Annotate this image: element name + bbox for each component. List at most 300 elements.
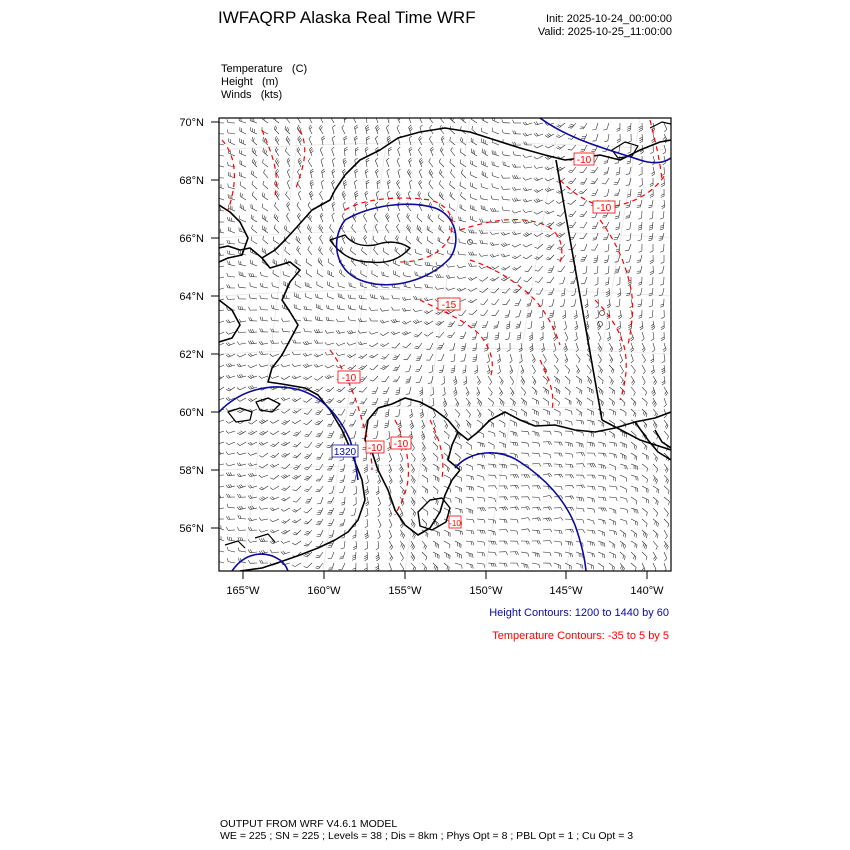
wind-barb-flag xyxy=(215,472,217,475)
wind-barb-flag xyxy=(350,306,351,310)
wind-barb-flag xyxy=(506,326,509,327)
wind-barb-flag xyxy=(628,326,631,328)
wind-barb-flag xyxy=(615,216,619,217)
wind-barb-flag xyxy=(330,235,332,238)
wind-barb-flag xyxy=(480,240,481,243)
wind-barb-flag xyxy=(320,235,322,238)
wind-barb-flag xyxy=(248,376,251,379)
wind-barb xyxy=(466,442,472,446)
wind-barb-flag xyxy=(449,226,450,230)
wind-barb-flag xyxy=(424,298,426,301)
wind-barb-flag xyxy=(592,486,593,489)
wind-barb-flag xyxy=(262,329,263,332)
wind-barb-flag xyxy=(644,424,645,427)
wind-barb-flag xyxy=(516,326,520,327)
wind-barb-flag xyxy=(414,459,416,462)
wind-barb-flag xyxy=(503,267,506,269)
wind-barb-flag xyxy=(603,520,604,524)
wind-barb-flag xyxy=(413,547,415,550)
wind-barb-flag xyxy=(317,270,318,274)
wind-barb-flag xyxy=(424,567,425,570)
wind-barb xyxy=(228,133,235,134)
wind-barb-flag xyxy=(287,202,289,205)
wind-barb-flag xyxy=(548,247,552,248)
wind-barb-flag xyxy=(644,360,646,363)
wind-barb xyxy=(366,160,367,167)
wind-barb xyxy=(320,475,324,481)
wind-barb-flag xyxy=(273,237,274,241)
wind-barb xyxy=(228,254,235,255)
wind-barb-flag xyxy=(513,151,514,155)
wind-barb xyxy=(228,243,235,244)
wind-barb xyxy=(510,442,517,443)
wind-barb xyxy=(571,145,576,150)
wind-barb-flag xyxy=(506,497,508,500)
wind-barb-flag xyxy=(603,476,604,479)
wind-barb-flag xyxy=(630,348,633,351)
wind-barb-flag xyxy=(311,171,314,173)
wind-barb-flag xyxy=(624,557,625,560)
wind-barb-flag xyxy=(513,131,514,134)
wind-barb-flag xyxy=(341,504,344,505)
wind-barb-flag xyxy=(404,359,408,360)
wind-barb-flag xyxy=(286,191,288,194)
wind-barb xyxy=(287,183,290,189)
wind-barb-flag xyxy=(327,401,331,402)
wind-barb-flag xyxy=(517,497,519,500)
wind-barb xyxy=(344,149,345,156)
wind-barb xyxy=(262,196,268,200)
wind-barb-flag xyxy=(660,229,663,230)
wind-barb-flag xyxy=(270,508,273,511)
wind-barb xyxy=(664,200,665,207)
wind-barb-flag xyxy=(557,249,561,250)
wind-barb-flag xyxy=(545,389,546,393)
wind-barb-flag xyxy=(495,552,496,555)
wind-barb-flag xyxy=(643,411,644,414)
wind-barb-flag xyxy=(369,332,372,335)
wind-barb-flag xyxy=(366,204,369,206)
wind-barb-flag xyxy=(394,357,398,358)
wind-barb-flag xyxy=(393,371,397,372)
wind-barb xyxy=(321,160,323,167)
wind-barb xyxy=(372,354,378,358)
wind-barb-flag xyxy=(439,159,440,162)
wind-barb xyxy=(239,243,246,244)
wind-barb-flag xyxy=(428,383,432,384)
wind-barb-flag xyxy=(351,247,352,251)
wind-barb-flag xyxy=(558,247,562,248)
wind-barb-flag xyxy=(391,332,394,335)
wind-barb-flag xyxy=(506,507,508,510)
wind-barb-flag xyxy=(536,189,539,191)
wind-barb-flag xyxy=(579,172,583,173)
wind-barb-flag xyxy=(460,160,461,164)
wind-barb xyxy=(296,453,301,458)
wind-barb-flag xyxy=(535,282,539,283)
wind-barb-flag xyxy=(226,494,228,497)
wind-barb-flag xyxy=(548,518,550,521)
lat-labels xyxy=(179,117,204,535)
wind-barb-flag xyxy=(275,158,277,161)
wind-barb-flag xyxy=(396,235,398,238)
wind-barb xyxy=(532,518,539,519)
wind-barb-flag xyxy=(492,254,494,257)
wind-barb-flag xyxy=(238,306,239,309)
wind-barb-flag xyxy=(664,558,666,561)
wind-barb-flag xyxy=(462,510,463,514)
wind-barb-flag xyxy=(514,232,516,235)
wind-barb-flag xyxy=(342,125,344,128)
wind-barb-flag xyxy=(561,432,562,436)
wind-barb-flag xyxy=(651,339,654,341)
wind-barb-flag xyxy=(655,382,657,385)
wind-barb xyxy=(617,233,620,239)
wind-barb xyxy=(415,310,422,312)
wind-barb-flag xyxy=(667,436,669,439)
wind-barb-flag xyxy=(295,475,298,477)
wind-barb-flag xyxy=(504,507,506,510)
wind-barb-flag xyxy=(572,443,573,447)
wind-barb-flag xyxy=(387,202,390,205)
wind-barb-flag xyxy=(360,379,364,380)
wind-barb-flag xyxy=(664,350,667,352)
wind-barb xyxy=(332,149,334,156)
wind-barb-flag xyxy=(364,555,367,557)
wind-barb-flag xyxy=(377,460,380,462)
wind-barb-flag xyxy=(365,237,367,240)
wind-barb xyxy=(356,541,357,548)
wind-barb xyxy=(482,120,488,123)
wind-barb-flag xyxy=(591,381,592,384)
wind-barb-flag xyxy=(601,401,602,405)
wind-barb-flag xyxy=(261,551,263,554)
wind-barb-flag xyxy=(438,545,439,549)
wind-barb-flag xyxy=(502,401,503,404)
wind-barb xyxy=(228,551,235,553)
wind-barb-flag xyxy=(315,414,319,415)
wind-barb-flag xyxy=(344,138,347,140)
wind-barb-flag xyxy=(628,152,631,153)
wind-barb-flag xyxy=(383,248,384,252)
wind-barb xyxy=(366,182,367,189)
wind-barb xyxy=(307,519,312,524)
wind-barb xyxy=(239,551,246,552)
wind-barb-flag xyxy=(352,480,356,481)
wind-barb-flag xyxy=(226,296,228,299)
wind-barb-flag xyxy=(503,232,505,235)
wind-barb xyxy=(327,354,334,355)
wind-barb xyxy=(631,508,638,510)
wind-barb-flag xyxy=(308,235,310,238)
wind-barb-flag xyxy=(402,333,405,335)
wind-barb-flag xyxy=(457,289,460,291)
wind-barb-flag xyxy=(309,237,311,240)
wind-barb-flag xyxy=(240,182,241,186)
wind-barb-flag xyxy=(652,141,655,143)
wind-barb-flag xyxy=(516,198,518,201)
wind-barb-flag xyxy=(305,544,309,545)
wind-barb xyxy=(526,255,532,259)
wind-barb-flag xyxy=(286,127,287,130)
wind-barb-flag xyxy=(635,557,636,560)
wind-barb-flag xyxy=(451,147,453,150)
wind-barb-flag xyxy=(654,424,656,427)
wind-barb xyxy=(642,398,647,403)
wind-barb-flag xyxy=(614,435,615,439)
wind-barb xyxy=(419,354,422,361)
wind-barb-flag xyxy=(550,431,551,434)
wind-barb-flag xyxy=(534,224,537,226)
wind-barb-flag xyxy=(240,515,241,518)
wind-barb-flag xyxy=(248,474,250,477)
wind-barb-flag xyxy=(577,369,579,372)
wind-barb-flag xyxy=(259,517,261,520)
wind-barb-flag xyxy=(397,180,399,183)
wind-barb-flag xyxy=(539,541,541,544)
wind-barb-flag xyxy=(512,257,515,259)
wind-barb-flag xyxy=(390,525,392,528)
wind-barb-flag xyxy=(385,412,388,413)
wind-barb xyxy=(320,238,323,244)
wind-barb xyxy=(320,150,323,156)
wind-barb-flag xyxy=(467,393,469,396)
wind-barb-flag xyxy=(438,214,439,218)
wind-barb xyxy=(397,216,400,222)
wind-barb-flag xyxy=(381,358,384,359)
wind-barb xyxy=(400,530,405,535)
wind-barb-flag xyxy=(614,454,615,458)
wind-barb-flag xyxy=(409,136,412,138)
wind-barb xyxy=(477,541,484,542)
wind-barb-flag xyxy=(284,474,287,476)
wind-barb xyxy=(411,563,416,568)
wind-barb xyxy=(239,518,246,519)
wind-barb-flag xyxy=(549,188,552,191)
wind-barb-flag xyxy=(375,136,378,139)
wind-barb-flag xyxy=(522,380,524,383)
wind-barb xyxy=(471,152,477,156)
wind-barb-flag xyxy=(403,535,405,538)
wind-barb-flag xyxy=(354,216,356,219)
wind-barb-flag xyxy=(559,453,560,456)
wind-barb-flag xyxy=(614,567,615,571)
wind-barb-flag xyxy=(385,416,388,417)
wind-barb-flag xyxy=(561,474,563,477)
wind-barb-flag xyxy=(636,457,637,461)
wind-barb-flag xyxy=(405,248,406,252)
wind-barb xyxy=(360,309,367,310)
wind-barb-flag xyxy=(226,452,228,455)
wind-barb-flag xyxy=(359,305,360,309)
wind-barb xyxy=(466,409,471,414)
wind-barb xyxy=(367,475,369,482)
wind-barb-flag xyxy=(545,235,548,237)
wind-barb-flag xyxy=(457,276,459,279)
wind-barb-flag xyxy=(605,508,607,511)
wind-barb xyxy=(664,508,668,513)
wind-barb xyxy=(363,376,367,382)
wind-barb-flag xyxy=(366,127,369,129)
wind-barb-flag xyxy=(501,233,504,236)
wind-barb xyxy=(510,475,517,476)
wind-barb xyxy=(586,266,587,273)
wind-barb-flag xyxy=(568,370,570,373)
map-title: IWFAQRP Alaska Real Time WRF xyxy=(218,8,476,27)
wind-barb-flag xyxy=(490,208,492,211)
wind-barb xyxy=(295,508,301,512)
wind-barb xyxy=(217,266,224,267)
wind-barb-flag xyxy=(365,533,368,535)
wind-barb xyxy=(460,208,466,211)
wind-barb-flag xyxy=(612,566,613,570)
wind-barb-flag xyxy=(660,251,663,252)
wind-barb-flag xyxy=(524,401,525,405)
wind-barb-flag xyxy=(491,196,492,200)
wind-barb-flag xyxy=(669,501,670,505)
lat-label: 62°N xyxy=(179,349,204,361)
wind-barb-flag xyxy=(457,265,459,268)
wind-barb-flag xyxy=(352,237,353,240)
wind-barb xyxy=(376,398,379,405)
wind-barb-flag xyxy=(634,533,635,537)
wind-barb-flag xyxy=(599,389,600,393)
wind-barb xyxy=(261,519,268,520)
wind-barb-flag xyxy=(514,256,517,258)
wind-barb-flag xyxy=(352,559,355,560)
wind-barb-flag xyxy=(528,313,532,314)
wind-barb-flag xyxy=(446,426,448,429)
wind-barb-flag xyxy=(559,421,560,425)
wind-barb-flag xyxy=(512,232,514,235)
wind-barb-flag xyxy=(554,339,557,342)
wind-barb xyxy=(439,173,444,178)
wind-barb xyxy=(587,563,593,566)
wind-barb-flag xyxy=(353,471,356,473)
wind-barb-flag xyxy=(454,394,457,396)
wind-barb xyxy=(454,354,455,361)
wind-barb xyxy=(662,266,664,273)
wind-barb-flag xyxy=(355,171,358,173)
wind-barb-flag xyxy=(490,232,492,235)
lat-label: 70°N xyxy=(179,117,204,129)
wind-barb-flag xyxy=(226,463,228,466)
wind-barb-flag xyxy=(583,530,585,533)
wind-barb-flag xyxy=(272,455,275,456)
wind-barb-flag xyxy=(491,563,492,566)
wind-barb-flag xyxy=(515,475,517,478)
wind-barb-flag xyxy=(340,471,344,472)
wind-barb-flag xyxy=(605,487,606,491)
wind-barb-flag xyxy=(294,532,297,533)
wind-barb xyxy=(554,354,558,360)
wind-barb-flag xyxy=(484,454,485,458)
wind-barb-flag xyxy=(471,487,472,491)
wind-barb-flag xyxy=(583,433,584,437)
wind-barb-flag xyxy=(626,216,630,217)
height-contour-legend: Height Contours: 1200 to 1440 by 60 xyxy=(489,607,669,619)
wind-barb xyxy=(492,154,499,156)
wind-barb-flag xyxy=(327,376,330,378)
wind-barb-flag xyxy=(463,381,466,383)
wind-barb-flag xyxy=(662,370,665,372)
wind-barb-flag xyxy=(529,339,532,341)
wind-barb-flag xyxy=(385,425,389,426)
wind-barb-flag xyxy=(409,149,412,151)
wind-barb xyxy=(419,365,422,371)
wind-barb-flag xyxy=(480,443,481,447)
wind-barb-flag xyxy=(366,482,369,484)
wind-barb-flag xyxy=(581,413,582,417)
wind-barb-flag xyxy=(402,322,405,324)
wind-barb xyxy=(466,530,473,531)
wind-barb-flag xyxy=(298,248,300,251)
wind-barb-flag xyxy=(474,151,475,155)
wind-barb-flag xyxy=(240,431,243,433)
wind-barb xyxy=(584,244,587,251)
wind-barb-flag xyxy=(595,317,598,319)
wind-barb-flag xyxy=(603,453,604,456)
wind-barb xyxy=(378,497,381,504)
wind-barb-flag xyxy=(239,375,241,378)
wind-barb-flag xyxy=(493,402,494,406)
wind-barb xyxy=(539,277,543,282)
wind-barb xyxy=(474,321,477,328)
wind-barb xyxy=(455,398,459,404)
wind-barb xyxy=(411,453,415,459)
wind-barb-flag xyxy=(248,550,250,553)
wind-barb xyxy=(417,332,422,337)
wind-barb-flag xyxy=(461,126,462,130)
wind-barb-flag xyxy=(580,129,584,130)
wind-barb xyxy=(664,398,666,405)
wind-barb-flag xyxy=(250,398,253,400)
wind-barb-flag xyxy=(283,422,286,424)
field-temperature: Temperature (C) xyxy=(221,63,308,75)
wind-barb-flag xyxy=(227,217,228,221)
wind-barb-flag xyxy=(528,541,529,544)
wind-barb-flag xyxy=(389,469,392,472)
wind-barb xyxy=(460,299,466,302)
wind-barb-flag xyxy=(491,393,493,396)
temp-label-7: -10 xyxy=(449,519,461,528)
wind-barb-flag xyxy=(387,438,390,440)
wind-barb-flag xyxy=(270,550,272,553)
wind-barb-flag xyxy=(413,470,415,473)
wind-barb-flag xyxy=(237,463,239,466)
wind-barb xyxy=(217,288,224,290)
wind-barb-flag xyxy=(534,178,537,180)
wind-barb-flag xyxy=(237,494,239,497)
wind-barb-flag xyxy=(419,180,421,183)
wind-barb-flag xyxy=(400,468,402,471)
wind-barb xyxy=(587,552,594,554)
wind-barb-flag xyxy=(283,498,286,500)
wind-barb-flag xyxy=(298,215,300,218)
wind-barb-flag xyxy=(281,499,284,501)
wind-barb-flag xyxy=(400,481,402,484)
wind-barb-flag xyxy=(616,174,619,175)
wind-barb-flag xyxy=(237,355,240,357)
wind-barb xyxy=(538,266,543,271)
wind-barb-flag xyxy=(643,371,645,374)
wind-barb-flag xyxy=(375,566,378,568)
wind-barb-flag xyxy=(528,553,529,557)
wind-barb-flag xyxy=(484,444,485,448)
wind-barb-flag xyxy=(397,213,399,216)
wind-barb-flag xyxy=(652,390,655,393)
wind-barb xyxy=(607,123,609,130)
